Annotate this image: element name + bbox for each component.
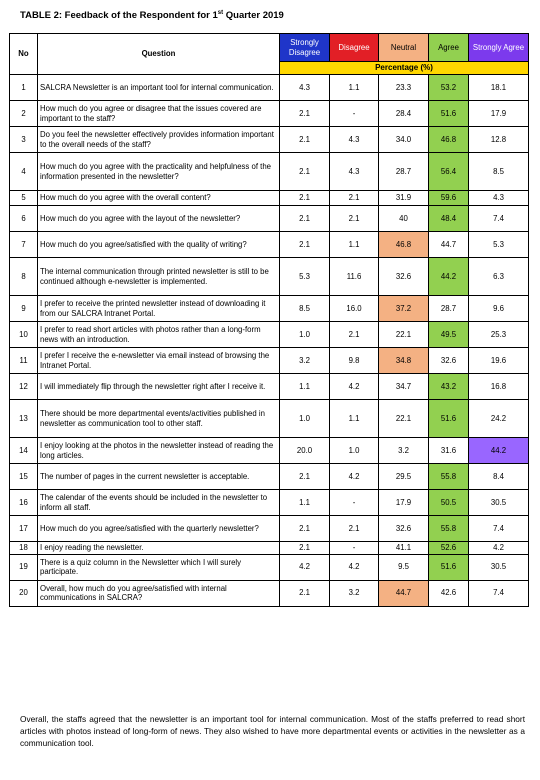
- strongly-agree-value: 19.6: [469, 348, 529, 374]
- strongly-agree-value: 12.8: [469, 127, 529, 153]
- strongly-agree-value: 18.1: [469, 75, 529, 101]
- row-number: 7: [10, 232, 38, 258]
- table-row: [10, 101, 529, 127]
- disagree-value: 11.6: [330, 258, 379, 296]
- agree-value: 44.7: [429, 232, 469, 258]
- neutral-value: 23.3: [379, 75, 429, 101]
- row-number: 6: [10, 206, 38, 232]
- disagree-value: 2.1: [330, 191, 379, 206]
- question-text: There is a quiz column in the Newsletter which I will surely participate.: [38, 554, 280, 580]
- strongly-disagree-value: 2.1: [280, 516, 330, 542]
- row-number: 18: [10, 542, 38, 555]
- disagree-value: 3.2: [330, 580, 379, 606]
- strongly-agree-value: 7.4: [469, 516, 529, 542]
- caption-sup: st: [217, 10, 224, 16]
- table-row: [10, 322, 529, 348]
- question-text: I will immediately flip through the newsletter right after I receive it.: [38, 374, 280, 400]
- disagree-value: -: [330, 490, 379, 516]
- neutral-value: 34.8: [379, 348, 429, 374]
- question-text: I enjoy reading the newsletter.: [38, 542, 280, 555]
- disagree-value: 4.2: [330, 464, 379, 490]
- question-text: How much do you agree with the layout of the newsletter?: [38, 206, 280, 232]
- question-text: I prefer to read short articles with photos rather than a long-form news with an introduction.: [38, 322, 280, 348]
- strongly-agree-value: 7.4: [469, 206, 529, 232]
- neutral-value: 29.5: [379, 464, 429, 490]
- table-row: [10, 232, 529, 258]
- strongly-agree-value: 25.3: [469, 322, 529, 348]
- question-text: How much do you agree/satisfied with the quality of writing?: [38, 232, 280, 258]
- agree-value: 55.8: [429, 516, 469, 542]
- header-question: Question: [38, 34, 280, 75]
- question-text: The number of pages in the current newsletter is acceptable.: [38, 464, 280, 490]
- neutral-value: 40: [379, 206, 429, 232]
- agree-value: 31.6: [429, 438, 469, 464]
- agree-value: 53.2: [429, 75, 469, 101]
- header-strongly-disagree: Strongly Disagree: [280, 34, 330, 62]
- question-text: Do you feel the newsletter effectively provides information important to the overall needs of the staff?: [38, 127, 280, 153]
- question-text: I enjoy looking at the photos in the newsletter instead of reading the long articles.: [38, 438, 280, 464]
- row-number: 12: [10, 374, 38, 400]
- question-text: I prefer to receive the printed newsletter instead of downloading it from our SALCRA Intranet Portal.: [38, 296, 280, 322]
- agree-value: 49.5: [429, 322, 469, 348]
- row-number: 15: [10, 464, 38, 490]
- row-number: 2: [10, 101, 38, 127]
- table-row: [10, 258, 529, 296]
- table-caption: [20, 10, 284, 21]
- agree-value: 55.8: [429, 464, 469, 490]
- table-body: [10, 75, 529, 607]
- agree-value: 50.5: [429, 490, 469, 516]
- table-row: [10, 75, 529, 101]
- row-number: 4: [10, 153, 38, 191]
- row-number: 3: [10, 127, 38, 153]
- disagree-value: -: [330, 101, 379, 127]
- strongly-disagree-value: 5.3: [280, 258, 330, 296]
- agree-value: 51.6: [429, 554, 469, 580]
- disagree-value: 2.1: [330, 516, 379, 542]
- question-text: The calendar of the events should be included in the newsletter to inform all staff.: [38, 490, 280, 516]
- strongly-agree-value: 44.2: [469, 438, 529, 464]
- strongly-agree-value: 7.4: [469, 580, 529, 606]
- strongly-agree-value: 16.8: [469, 374, 529, 400]
- strongly-agree-value: 4.2: [469, 542, 529, 555]
- row-number: 16: [10, 490, 38, 516]
- strongly-agree-value: 30.5: [469, 490, 529, 516]
- question-text: I prefer I receive the e-newsletter via email instead of browsing the Intranet Portal.: [38, 348, 280, 374]
- table-row: [10, 348, 529, 374]
- disagree-value: -: [330, 542, 379, 555]
- strongly-disagree-value: 2.1: [280, 580, 330, 606]
- agree-value: 48.4: [429, 206, 469, 232]
- table-row: [10, 296, 529, 322]
- strongly-agree-value: 9.6: [469, 296, 529, 322]
- table-row: [10, 438, 529, 464]
- neutral-value: 17.9: [379, 490, 429, 516]
- summary-paragraph: Overall, the staffs agreed that the newsletter is an important tool for internal communication. Most of the staffs preferred to read short articles with photos instead of long-form of news. They also wished to have more departmental events or activities in the newsletter as a communication tool.: [20, 714, 525, 749]
- question-text: How much do you agree with the overall content?: [38, 191, 280, 206]
- feedback-table: [9, 33, 529, 607]
- strongly-disagree-value: 1.1: [280, 490, 330, 516]
- strongly-agree-value: 8.4: [469, 464, 529, 490]
- agree-value: 28.7: [429, 296, 469, 322]
- row-number: 20: [10, 580, 38, 606]
- strongly-disagree-value: 2.1: [280, 127, 330, 153]
- table-row: [10, 490, 529, 516]
- strongly-agree-value: 17.9: [469, 101, 529, 127]
- strongly-agree-value: 24.2: [469, 400, 529, 438]
- neutral-value: 3.2: [379, 438, 429, 464]
- row-number: 13: [10, 400, 38, 438]
- strongly-agree-value: 6.3: [469, 258, 529, 296]
- row-number: 5: [10, 191, 38, 206]
- table-row: [10, 191, 529, 206]
- agree-value: 51.6: [429, 101, 469, 127]
- header-disagree: Disagree: [330, 34, 379, 62]
- table-row: [10, 153, 529, 191]
- agree-value: 42.6: [429, 580, 469, 606]
- disagree-value: 1.1: [330, 75, 379, 101]
- disagree-value: 2.1: [330, 322, 379, 348]
- disagree-value: 2.1: [330, 206, 379, 232]
- neutral-value: 28.7: [379, 153, 429, 191]
- strongly-agree-value: 5.3: [469, 232, 529, 258]
- agree-value: 46.8: [429, 127, 469, 153]
- disagree-value: 4.3: [330, 153, 379, 191]
- neutral-value: 37.2: [379, 296, 429, 322]
- question-text: How much do you agree or disagree that the issues covered are important to the staff?: [38, 101, 280, 127]
- row-number: 11: [10, 348, 38, 374]
- strongly-disagree-value: 4.3: [280, 75, 330, 101]
- strongly-agree-value: 8.5: [469, 153, 529, 191]
- table-row: [10, 464, 529, 490]
- disagree-value: 9.8: [330, 348, 379, 374]
- neutral-value: 46.8: [379, 232, 429, 258]
- table-row: [10, 516, 529, 542]
- strongly-agree-value: 30.5: [469, 554, 529, 580]
- neutral-value: 41.1: [379, 542, 429, 555]
- header-agree: Agree: [429, 34, 469, 62]
- table-row: [10, 206, 529, 232]
- disagree-value: 4.2: [330, 374, 379, 400]
- neutral-value: 34.7: [379, 374, 429, 400]
- table-row: [10, 400, 529, 438]
- strongly-disagree-value: 1.0: [280, 322, 330, 348]
- question-text: There should be more departmental events/activities published in newsletter as communication tool to other staff.: [38, 400, 280, 438]
- agree-value: 52.6: [429, 542, 469, 555]
- agree-value: 59.6: [429, 191, 469, 206]
- row-number: 10: [10, 322, 38, 348]
- agree-value: 43.2: [429, 374, 469, 400]
- strongly-disagree-value: 4.2: [280, 554, 330, 580]
- strongly-disagree-value: 20.0: [280, 438, 330, 464]
- strongly-disagree-value: 2.1: [280, 191, 330, 206]
- row-number: 19: [10, 554, 38, 580]
- question-text: How much do you agree with the practicality and helpfulness of the information presented in the newsletter?: [38, 153, 280, 191]
- strongly-disagree-value: 1.1: [280, 374, 330, 400]
- table-row: [10, 542, 529, 555]
- header-neutral: Neutral: [379, 34, 429, 62]
- row-number: 1: [10, 75, 38, 101]
- strongly-disagree-value: 2.1: [280, 153, 330, 191]
- strongly-disagree-value: 2.1: [280, 464, 330, 490]
- strongly-disagree-value: 8.5: [280, 296, 330, 322]
- agree-value: 56.4: [429, 153, 469, 191]
- neutral-value: 31.9: [379, 191, 429, 206]
- disagree-value: 16.0: [330, 296, 379, 322]
- strongly-disagree-value: 2.1: [280, 542, 330, 555]
- neutral-value: 22.1: [379, 322, 429, 348]
- strongly-disagree-value: 3.2: [280, 348, 330, 374]
- disagree-value: 4.3: [330, 127, 379, 153]
- question-text: Overall, how much do you agree/satisfied with internal communications in SALCRA?: [38, 580, 280, 606]
- row-number: 14: [10, 438, 38, 464]
- neutral-value: 28.4: [379, 101, 429, 127]
- header-no: No: [10, 34, 38, 75]
- neutral-value: 9.5: [379, 554, 429, 580]
- neutral-value: 32.6: [379, 258, 429, 296]
- header-percentage: Percentage (%): [280, 62, 529, 75]
- table-row: [10, 127, 529, 153]
- disagree-value: 1.1: [330, 400, 379, 438]
- caption-prefix: TABLE 2: Feedback of the Respondent for 1: [20, 10, 218, 22]
- question-text: SALCRA Newsletter is an important tool for internal communication.: [38, 75, 280, 101]
- neutral-value: 34.0: [379, 127, 429, 153]
- caption-suffix: Quarter 2019: [223, 10, 284, 22]
- row-number: 8: [10, 258, 38, 296]
- header-strongly-agree: Strongly Agree: [469, 34, 529, 62]
- strongly-disagree-value: 2.1: [280, 206, 330, 232]
- strongly-agree-value: 4.3: [469, 191, 529, 206]
- table-row: [10, 580, 529, 606]
- row-number: 9: [10, 296, 38, 322]
- table-row: [10, 374, 529, 400]
- agree-value: 51.6: [429, 400, 469, 438]
- strongly-disagree-value: 2.1: [280, 232, 330, 258]
- disagree-value: 4.2: [330, 554, 379, 580]
- neutral-value: 22.1: [379, 400, 429, 438]
- agree-value: 44.2: [429, 258, 469, 296]
- neutral-value: 32.6: [379, 516, 429, 542]
- neutral-value: 44.7: [379, 580, 429, 606]
- row-number: 17: [10, 516, 38, 542]
- question-text: The internal communication through printed newsletter is still to be continued although e-newsletter is implemented.: [38, 258, 280, 296]
- disagree-value: 1.1: [330, 232, 379, 258]
- agree-value: 32.6: [429, 348, 469, 374]
- table-row: [10, 554, 529, 580]
- strongly-disagree-value: 2.1: [280, 101, 330, 127]
- strongly-disagree-value: 1.0: [280, 400, 330, 438]
- disagree-value: 1.0: [330, 438, 379, 464]
- question-text: How much do you agree/satisfied with the quarterly newsletter?: [38, 516, 280, 542]
